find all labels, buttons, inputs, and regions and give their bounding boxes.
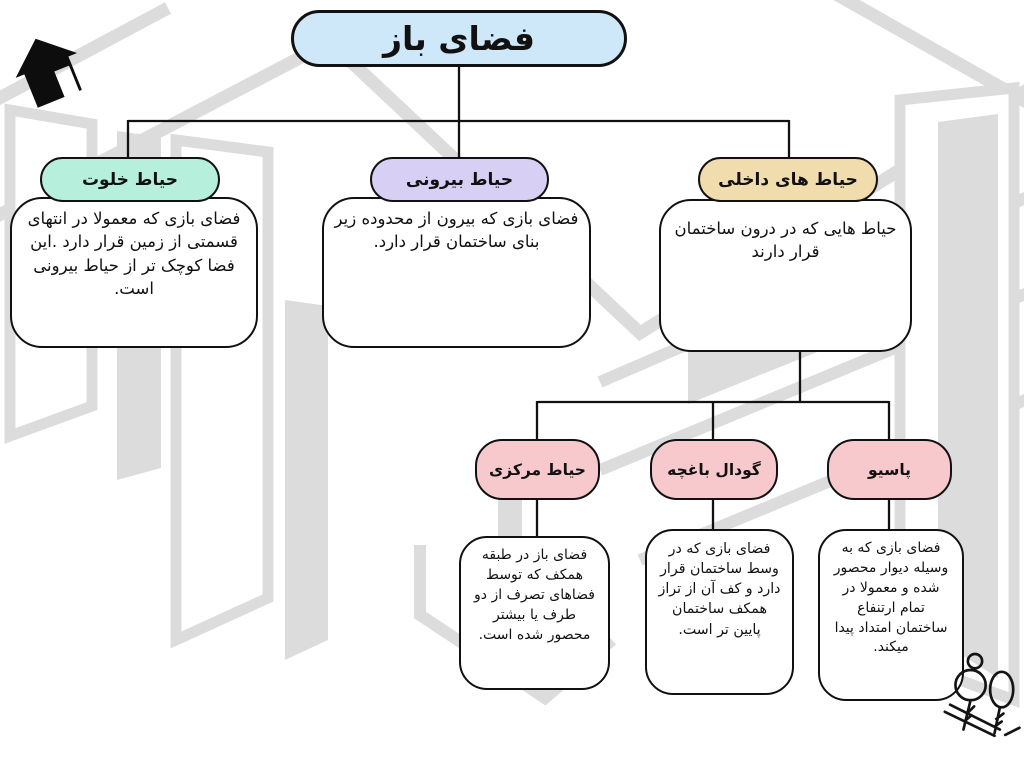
node-hayat-birooni xyxy=(370,157,549,202)
description-goudal-baghche xyxy=(645,529,794,695)
home-icon xyxy=(12,26,84,110)
description-hayat-khalvat xyxy=(10,197,258,348)
description-text: فضای باز در طبقه همکف که توسط فضاهای تصرف از دو طرف یا بیشتر محصور شده است. xyxy=(474,547,595,643)
node-goudal-baghche-label: گودال باغچه xyxy=(667,460,761,479)
description-text: فضای بازی که در وسط ساختمان قرار دارد و کف آن از تراز همکف ساختمان پایین تر است. xyxy=(658,541,781,638)
node-root-label: فضای باز xyxy=(382,19,536,58)
node-hayat-khalvat xyxy=(40,157,220,202)
description-text: فضای بازی که بیرون از محدوده زیر بنای ساختمان قرار دارد. xyxy=(334,209,579,252)
description-text: حیاط هایی که در درون ساختمان قرار دارند xyxy=(674,219,897,262)
node-hayat-birooni-label: حیاط بیرونی xyxy=(405,169,514,190)
node-hayat-khalvat-label: حیاط خلوت xyxy=(81,169,179,190)
node-hayat-markazi xyxy=(475,439,600,500)
description-hayat-birooni xyxy=(322,197,591,348)
node-hayat-dakheli xyxy=(698,157,878,202)
description-text: فضای بازی که به وسیله دیوار محصور شده و معمولا در تمام ارتنفاع ساختمان امتداد پیدا میکند. xyxy=(833,540,949,656)
node-patio-label: پاسیو xyxy=(868,460,911,479)
node-root xyxy=(291,10,627,67)
node-hayat-dakheli-label: حیاط های داخلی xyxy=(718,169,858,190)
node-goudal-baghche xyxy=(650,439,778,500)
description-hayat-dakheli xyxy=(659,199,912,352)
description-hayat-markazi xyxy=(459,536,610,690)
description-text: فضای بازی که معمولا در انتهای قسمتی از زمین قرار دارد .این فضا کوچک تر از حیاط بیرونی است. xyxy=(27,209,241,299)
landscape-trees-icon xyxy=(943,648,1023,740)
node-hayat-markazi-label: حیاط مرکزی xyxy=(489,460,586,479)
node-patio xyxy=(827,439,952,500)
